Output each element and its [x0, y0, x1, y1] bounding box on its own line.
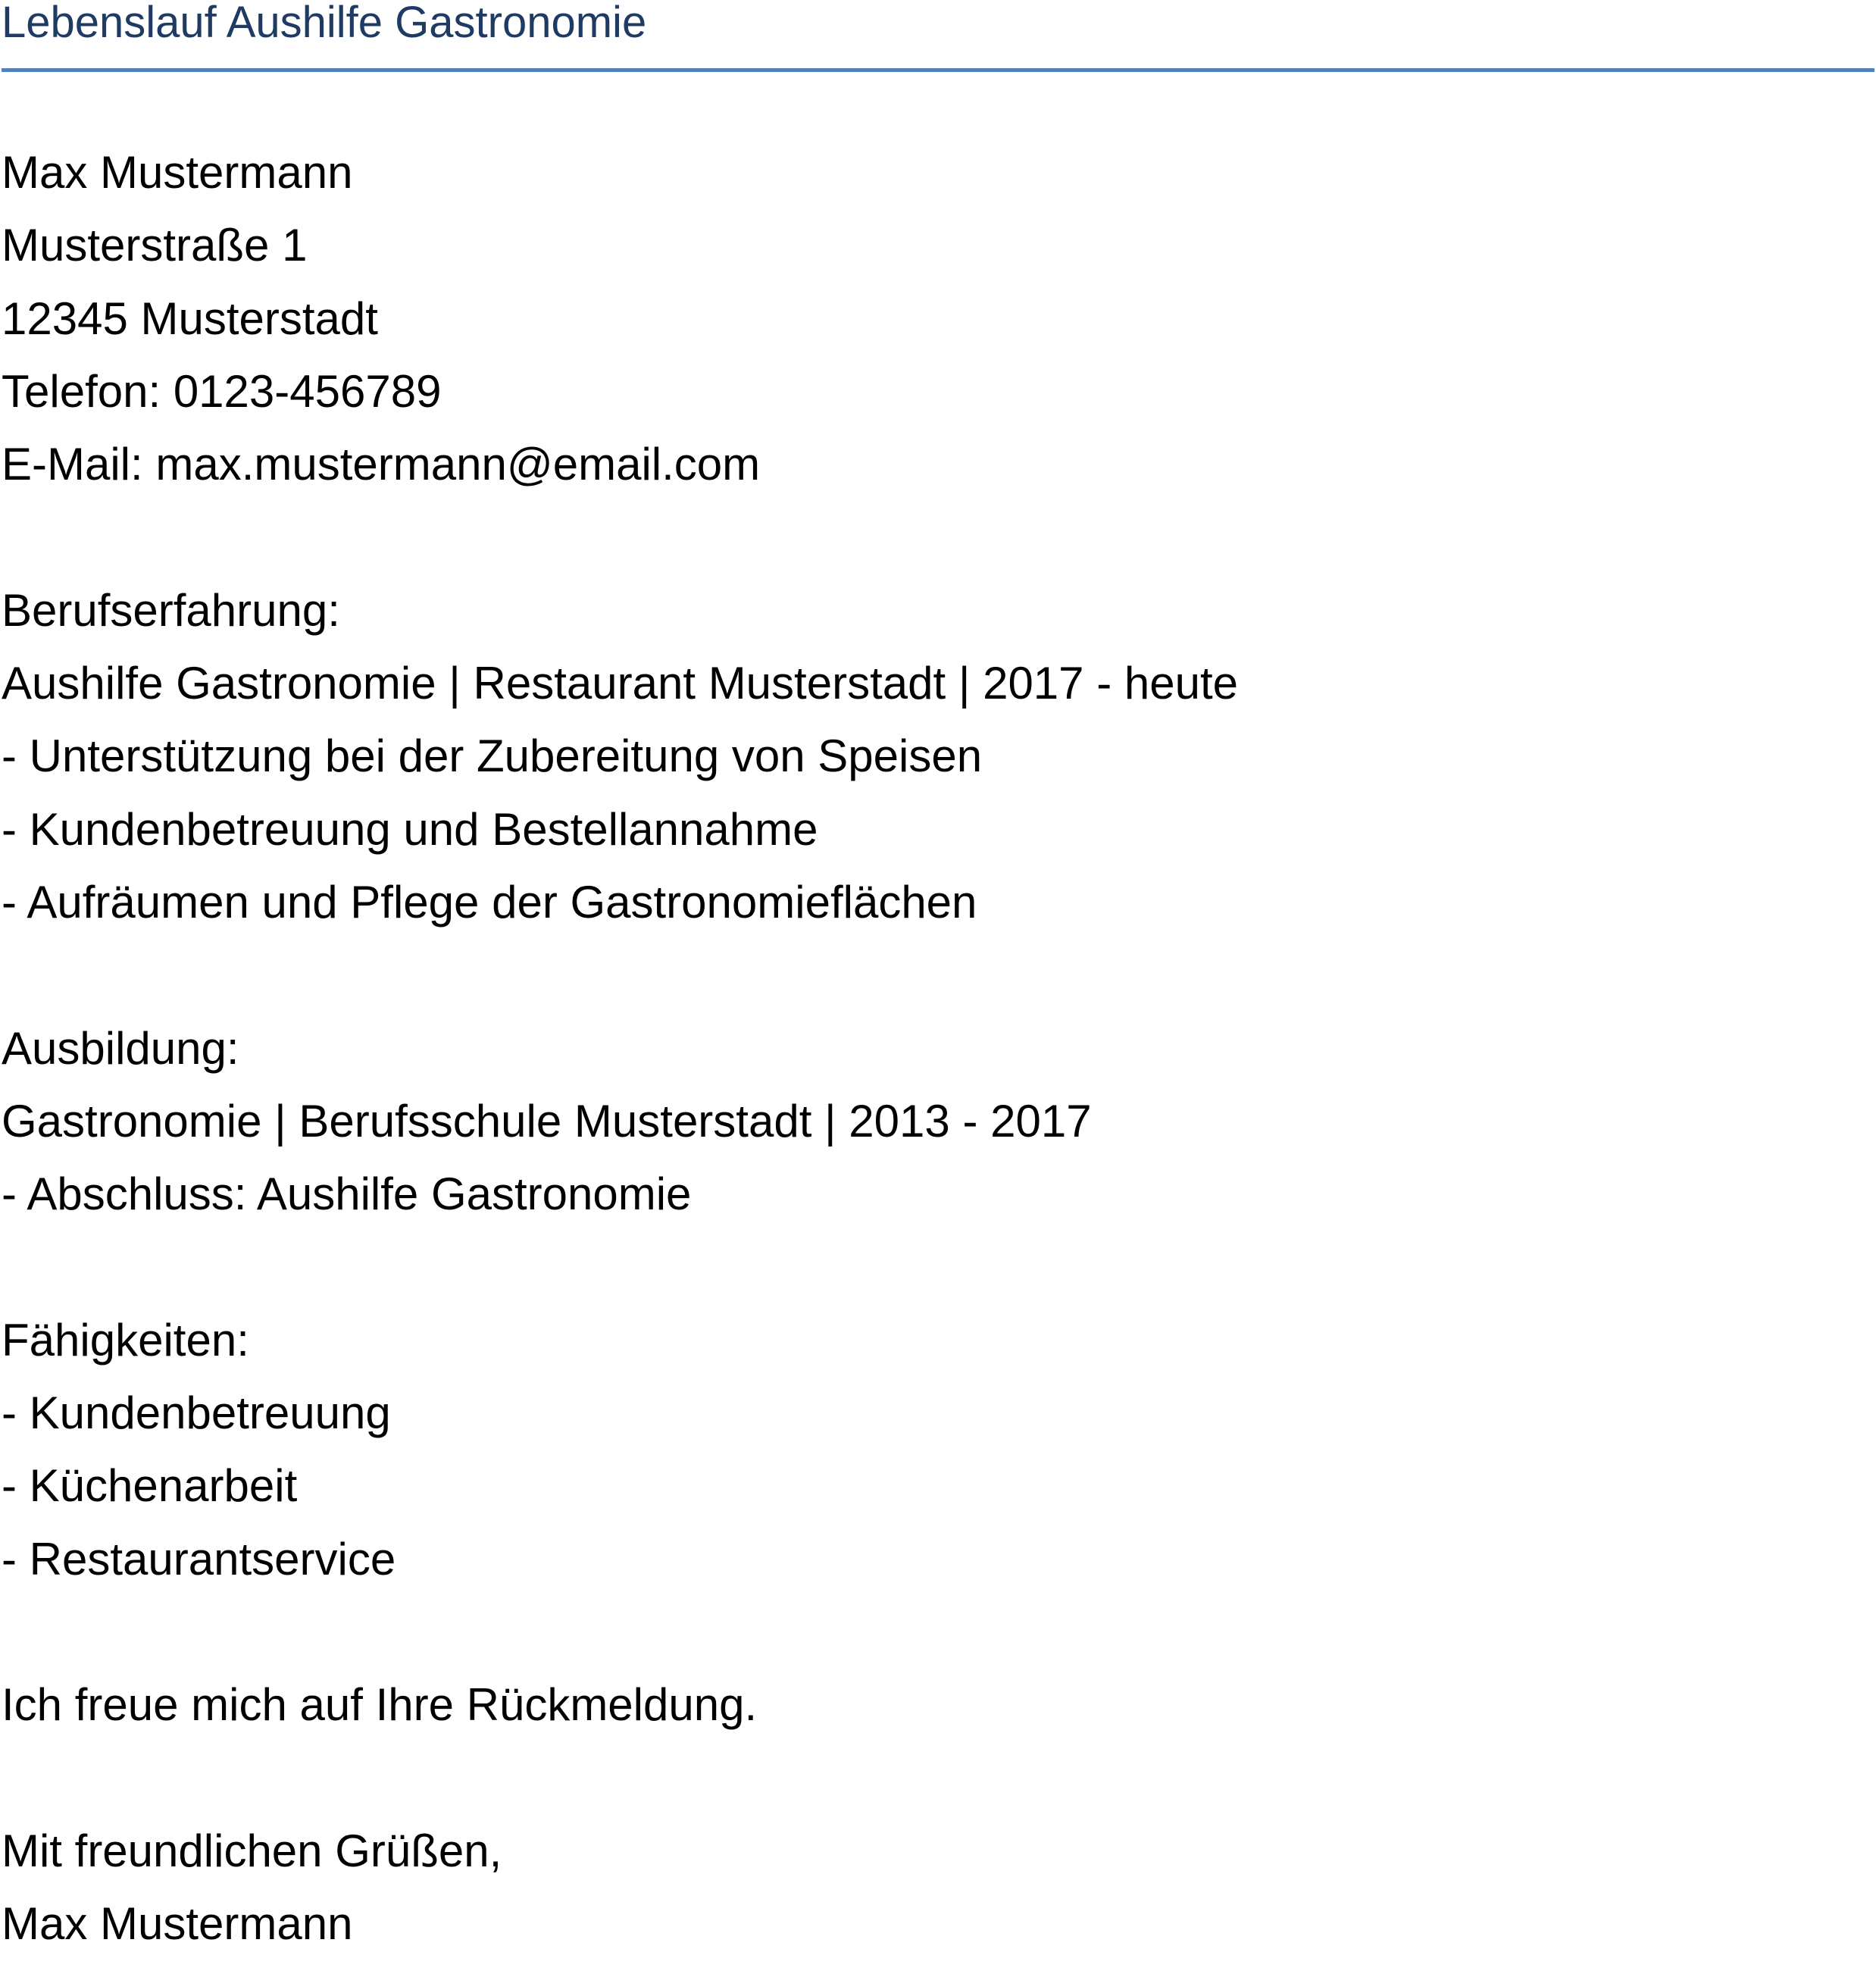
skills-heading: Fähigkeiten:: [2, 1314, 249, 1366]
document-title: Lebenslauf Aushilfe Gastronomie: [2, 0, 647, 47]
contact-street: Musterstraße 1: [2, 220, 308, 271]
skills-item: - Restaurantservice: [2, 1533, 396, 1585]
spacer: [2, 1610, 1873, 1682]
experience-item: - Kundenbetreuung und Bestellannahme: [2, 803, 818, 855]
closing-section: [2, 1679, 1873, 1974]
spacer: [2, 1756, 1873, 1829]
contact-email: E-Mail: max.mustermann@email.com: [2, 439, 761, 490]
skills-item: - Kundenbetreuung: [2, 1387, 391, 1439]
skills-section: [2, 1314, 1873, 1610]
experience-item: - Unterstützung bei der Zubereitung von Speisen: [2, 730, 983, 782]
experience-section: [2, 584, 1873, 953]
skills-item: - Küchenarbeit: [2, 1460, 298, 1512]
education-entry: Gastronomie | Berufsschule Musterstadt | 2013 - 2017: [2, 1095, 1092, 1147]
closing-message: Ich freue mich auf Ihre Rückmeldung.: [2, 1679, 758, 1731]
closing-greeting: Mit freundlichen Grüßen,: [2, 1825, 502, 1876]
contact-block: [2, 147, 1873, 515]
title-underline: [2, 68, 1874, 72]
contact-phone: Telefon: 0123-456789: [2, 365, 442, 417]
spacer: [2, 1244, 1873, 1317]
spacer: [2, 515, 1873, 587]
experience-heading: Berufserfahrung:: [2, 584, 340, 636]
contact-city: 12345 Musterstadt: [2, 293, 378, 344]
experience-item: - Aufräumen und Pflege der Gastronomieflächen: [2, 876, 977, 928]
education-heading: Ausbildung:: [2, 1022, 239, 1074]
education-item: - Abschluss: Aushilfe Gastronomie: [2, 1168, 692, 1220]
resume-body: [2, 147, 1873, 1974]
spacer: [2, 953, 1873, 1025]
closing-signature: Max Mustermann: [2, 1898, 353, 1950]
experience-entry: Aushilfe Gastronomie | Restaurant Musterstadt | 2017 - heute: [2, 658, 1239, 709]
education-section: [2, 1022, 1873, 1245]
contact-name: Max Mustermann: [2, 147, 353, 198]
